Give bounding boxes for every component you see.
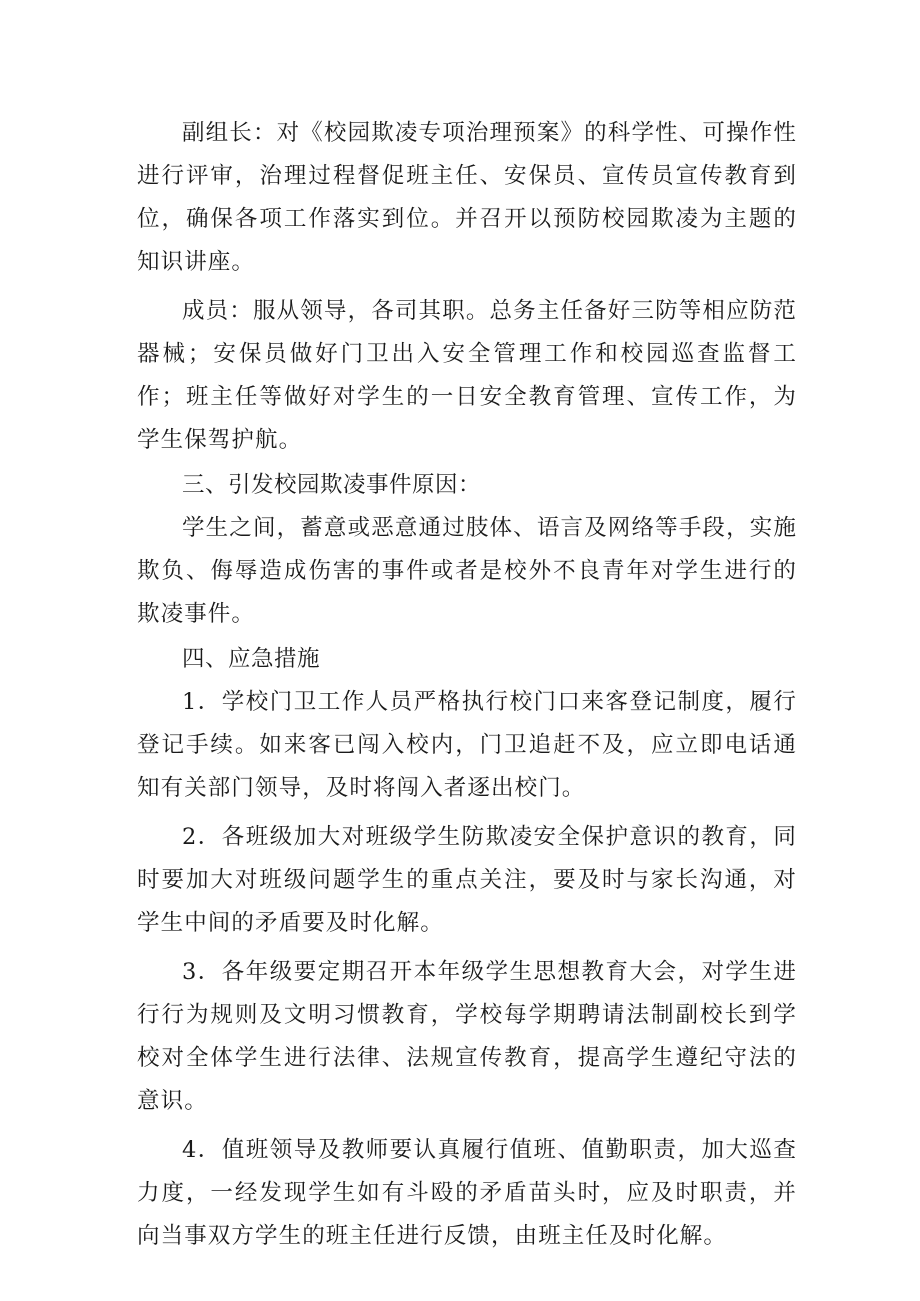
section-heading-emergency-measures: 四、应急措施	[182, 646, 321, 672]
paragraph-measure-4: 4．值班领导及教师要认真履行值班、值勤职责，加大巡查力度，一经发现学生如有斗殴的矛盾苗头时，应及时职责，并向当事双方学生的班主任进行反馈，由班主任及时化解。	[137, 1137, 797, 1249]
paragraph-measure-2: 2．各班级加大对班级学生防欺凌安全保护意识的教育，同时要加大对班级问题学生的重点关注，要及时与家长沟通，对学生中间的矛盾要及时化解。	[137, 824, 797, 936]
paragraph-members: 成员：服从领导，各司其职。总务主任备好三防等相应防范器械；安保员做好门卫出入安全管理工作和校园巡查监督工作；班主任等做好对学生的一日安全教育管理、宣传工作，为学生保驾护航。	[137, 298, 797, 453]
paragraph-measure-3: 3．各年级要定期召开本年级学生思想教育大会，对学生进行行为规则及文明习惯教育，学校每学期聘请法制副校长到学校对全体学生进行法律、法规宣传教育，提高学生遵纪守法的意识。	[137, 959, 797, 1114]
paragraph-measure-1: 1．学校门卫工作人员严格执行校门口来客登记制度，履行登记手续。如来客已闯入校内，门卫追赶不及，应立即电话通知有关部门领导，及时将闯入者逐出校门。	[137, 689, 797, 801]
document-body	[137, 112, 797, 1258]
paragraph-deputy-leader: 副组长：对《校园欺凌专项治理预案》的科学性、可操作性进行评审，治理过程督促班主任、安保员、宣传员宣传教育到位，确保各项工作落实到位。并召开以预防校园欺凌为主题的知识讲座。	[137, 120, 797, 275]
paragraph-causes: 学生之间，蓄意或恶意通过肢体、语言及网络等手段，实施欺负、侮辱造成伤害的事件或者是校外不良青年对学生进行的欺凌事件。	[137, 515, 797, 627]
section-heading-causes: 三、引发校园欺凌事件原因：	[182, 472, 482, 498]
